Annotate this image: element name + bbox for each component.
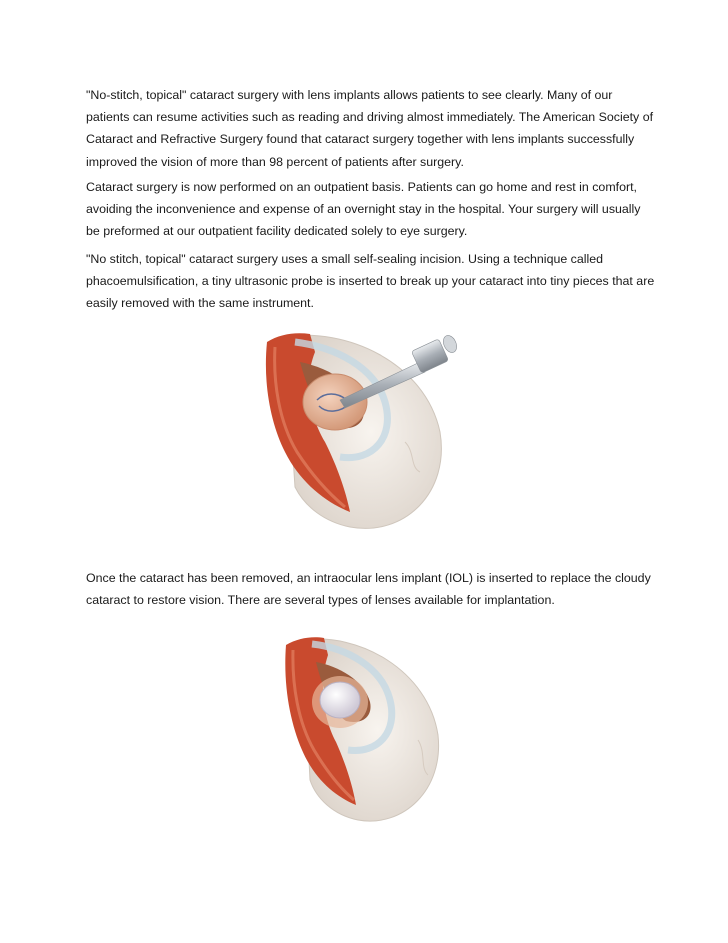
outpatient-paragraph: Cataract surgery is now performed on an outpatient basis. Patients can go home and rest in comfort, avoiding the inconvenience and expense of an overnight stay in the hospital. Your surgery will usually be preformed at our outpatient facility dedicated solely to eye surgery. <box>86 180 641 239</box>
phaco-paragraph: "No stitch, topical" cataract surgery uses a small self-sealing incision. Using a technique called phacoemulsification, a tiny ultrasonic probe is inserted to break up your cataract into tiny pieces that are easily removed with the same instrument. <box>86 252 655 311</box>
iol-implant <box>320 682 360 718</box>
intro-paragraph: "No-stitch, topical" cataract surgery with lens implants allows patients to see clearly. Many of our patients can resume activities such as reading and driving almost immediately. The American Society of Cataract and Refractive Surgery found that cataract surgery together with lens implants successfully improved the vision of more than 98 percent of patients after surgery. <box>86 88 654 169</box>
intraocular-lens-illustration <box>278 630 448 830</box>
phacoemulsification-illustration <box>255 322 470 542</box>
iol-paragraph: Once the cataract has been removed, an intraocular lens implant (IOL) is inserted to replace the cloudy cataract to restore vision. There are several types of lenses available for implantation. <box>86 571 651 608</box>
